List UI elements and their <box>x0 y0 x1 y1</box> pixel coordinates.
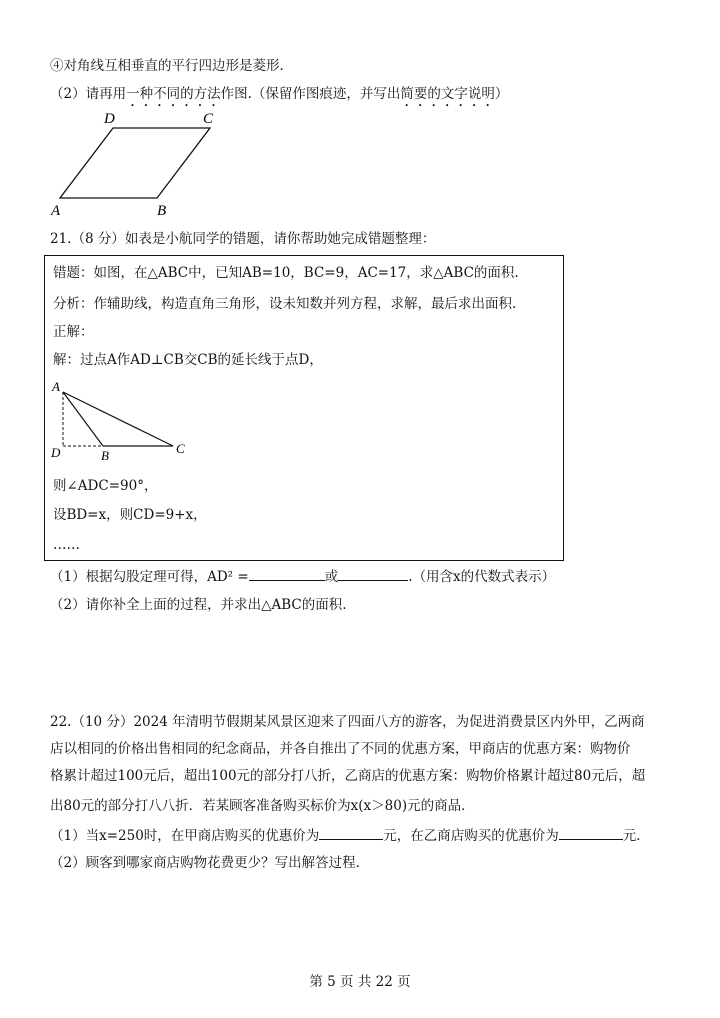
q21-1-or: 或 <box>324 569 339 585</box>
triangle-label-a: A <box>52 379 60 394</box>
answer-blank-4[interactable] <box>559 825 623 840</box>
vertex-label-d: D <box>104 111 115 127</box>
question-20-part-2 <box>50 84 508 110</box>
question-22-part-2: （2）顾客到哪家商店购物花费更少？写出解答过程． <box>50 855 370 871</box>
box-analysis: 分析：作辅助线，构造直角三角形，设未知数并列方程，求解，最后求出面积. <box>53 296 517 312</box>
question-22-line-1: 22.（10 分）2024 年清明节假期某风景区迎来了四面八方的游客，为促进消费景区内外甲，乙两商 <box>50 714 645 730</box>
triangle-figure <box>48 378 198 462</box>
q21-1-prefix: （1）根据勾股定理可得， <box>50 569 208 585</box>
question-22-part-1 <box>50 825 650 846</box>
box-ellipsis: …… <box>53 537 80 553</box>
q21-1-ad-squared: AD² = <box>207 569 249 585</box>
triangle-label-b: B <box>101 448 109 462</box>
q20-2-emphasis-explanation: 简要的文字说明 <box>400 86 495 102</box>
box-set-variable-line: 设BD=x，则CD=9+x， <box>53 507 207 523</box>
question-22-line-4: 出80元的部分打八八折．若某顾客准备购买标价为x(x＞80)元的商品． <box>50 798 475 814</box>
q20-2-suffix: ） <box>494 86 509 102</box>
answer-blank-2[interactable] <box>338 566 408 581</box>
parallelogram-figure <box>45 108 245 220</box>
vertex-label-b: B <box>157 203 167 219</box>
q20-2-middle: 作图.（保留作图痕迹，并写出 <box>220 86 401 102</box>
vertex-label-a: A <box>51 203 61 219</box>
vertex-label-c: C <box>203 111 214 127</box>
q22-1-suffix: 元． <box>622 828 650 844</box>
page-footer: 第 5 页 共 22 页 <box>309 974 411 990</box>
question-22-line-2: 店以相同的价格出售相同的纪念商品，并各自推出了不同的优惠方案，甲商店的优惠方案：购物价 <box>50 741 631 757</box>
q22-1-prefix: （1）当x=250时，在甲商店购买的优惠价为 <box>50 828 320 844</box>
answer-blank-3[interactable] <box>319 825 383 840</box>
q21-1-suffix: .（用含x的代数式表示） <box>408 569 556 585</box>
q22-1-middle: 元，在乙商店购买的优惠价为 <box>383 828 559 844</box>
box-solution-line: 解：过点A作AD⊥CB交CB的延长线于点D， <box>53 352 323 368</box>
question-21-part-1 <box>50 566 555 587</box>
box-correction-label: 正解： <box>53 324 94 340</box>
statement-item-4: ④对角线互相垂直的平行四边形是菱形. <box>50 58 284 74</box>
question-21-heading: 21.（8 分）如表是小航同学的错题，请你帮助她完成错题整理： <box>50 231 436 247</box>
q20-2-emphasis-method: 一种不同的方法 <box>126 86 221 102</box>
q20-2-prefix: （2）请再用 <box>50 86 127 102</box>
box-angle-line: 则∠ADC=90°， <box>53 478 158 494</box>
question-22-line-3: 格累计超过100元后，超出100元的部分打八折，乙商店的优惠方案：购物价格累计超过80元后，超 <box>50 768 646 784</box>
triangle-label-c: C <box>176 441 185 456</box>
answer-blank-1[interactable] <box>249 566 325 581</box>
question-21-part-2: （2）请你补全上面的过程，并求出△ABC的面积. <box>50 597 347 613</box>
box-error-statement: 错题：如图，在△ABC中，已知AB=10，BC=9，AC=17，求△ABC的面积. <box>53 265 519 281</box>
triangle-label-d: D <box>51 445 61 460</box>
